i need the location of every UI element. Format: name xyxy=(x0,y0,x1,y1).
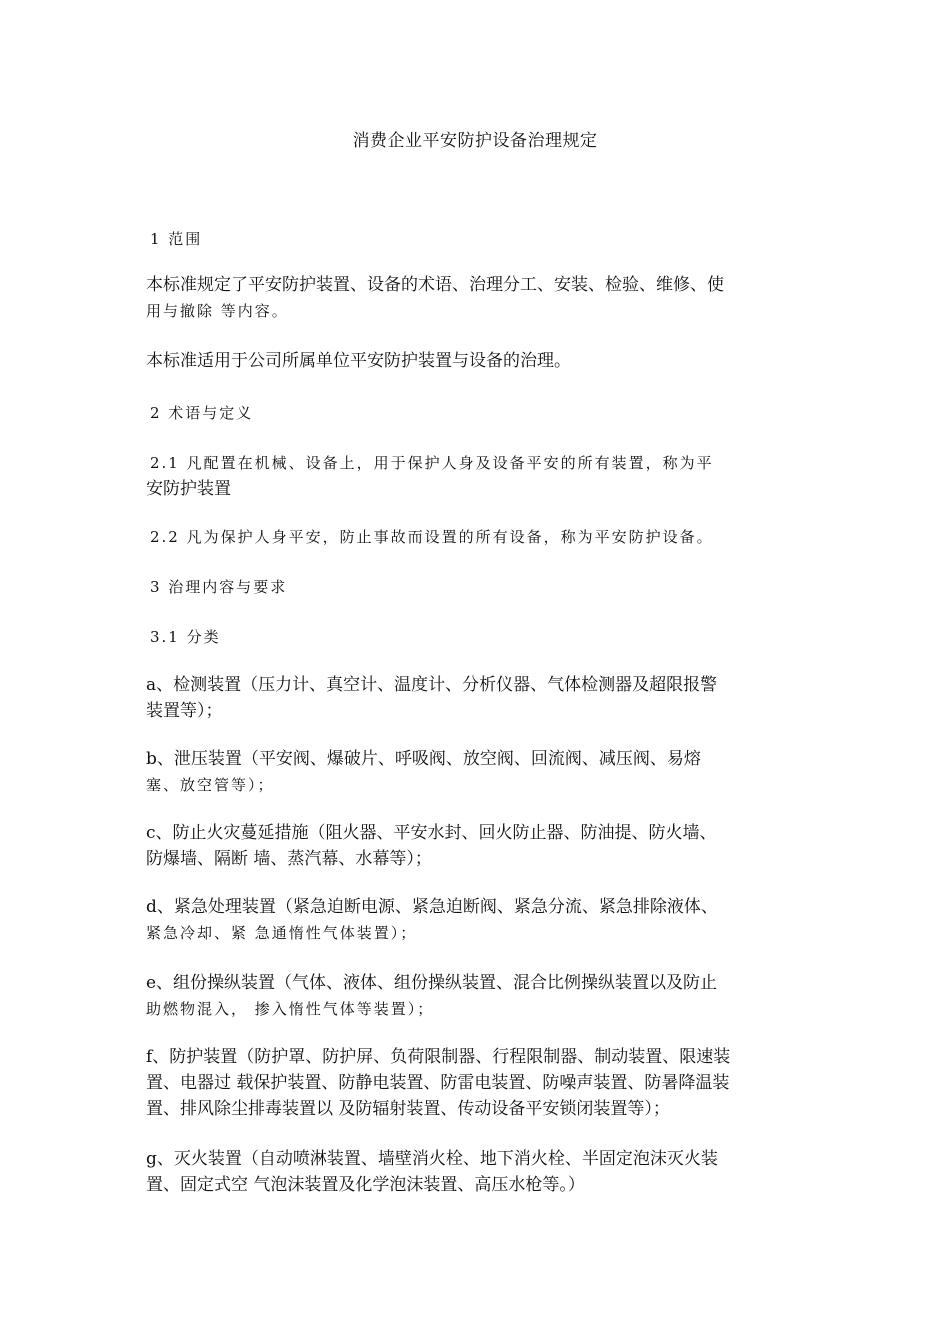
text-line: e、组份操纵装置（气体、液体、组份操纵装置、混合比例操纵装置以及防止 xyxy=(146,973,718,993)
section-1-paragraph-2: 本标准适用于公司所属单位平安防护装置与设备的治理。 xyxy=(146,351,571,371)
text-line: 本标准规定了平安防护装置、设备的术语、治理分工、安装、检验、维修、使 xyxy=(146,275,724,295)
text-line: 置、排风除尘排毒装置以 及防辐射装置、传动设备平安锁闭装置等）； xyxy=(146,1099,670,1119)
section-3-1-heading: 3.1 分类 xyxy=(150,628,221,646)
text-line: 紧急冷却、紧 急通惰性气体装置）； xyxy=(146,924,418,942)
text-line: 助燃物混入， 掺入惰性气体等装置）； xyxy=(146,1000,435,1018)
section-1-heading: 1 范围 xyxy=(150,230,203,248)
list-item-g xyxy=(146,1146,806,1198)
text-line: f、防护装置（防护罩、防护屏、负荷限制器、行程限制器、制动装置、限速装 xyxy=(146,1047,731,1067)
text-line: 2.1 凡配置在机械、设备上，用于保护人身及设备平安的所有装置，称为平 xyxy=(150,454,714,472)
text-line: 装置等）； xyxy=(146,701,223,721)
text-line: d、紧急处理装置（紧急迫断电源、紧急迫断阀、紧急分流、紧急排除液体、 xyxy=(146,897,718,917)
list-item-f xyxy=(146,1044,806,1122)
section-3-heading: 3 治理内容与要求 xyxy=(150,578,288,596)
list-item-b xyxy=(146,746,806,798)
text-line: 置、固定式空 气泡沫装置及化学泡沫装置、高压水枪等。） xyxy=(146,1175,585,1195)
text-line: b、泄压装置（平安阀、爆破片、呼吸阀、放空阀、回流阀、减压阀、易熔 xyxy=(146,749,701,769)
text-line: 防爆墙、隔断 墙、蒸汽幕、水幕等）； xyxy=(146,849,432,869)
list-item-c xyxy=(146,820,806,872)
section-2-1-paragraph xyxy=(146,450,806,502)
text-line: c、防止火灾蔓延措施（阻火器、平安水封、回火防止器、防油提、防火墙、 xyxy=(146,823,717,843)
section-1-paragraph-1 xyxy=(146,272,806,324)
text-line: 置、电器过 载保护装置、防静电装置、防雷电装置、防噪声装置、防暑降温装 xyxy=(146,1073,730,1093)
text-line: 塞、放空管等）； xyxy=(146,776,275,794)
text-line: 用与撤除 等内容。 xyxy=(146,302,289,320)
text-line: a、检测装置（压力计、真空计、温度计、分析仪器、气体检测器及超限报警 xyxy=(146,675,718,695)
text-line: 安防护装置 xyxy=(146,479,231,499)
list-item-e xyxy=(146,970,806,1022)
section-2-heading: 2 术语与定义 xyxy=(150,404,254,422)
section-2-2-paragraph: 2.2 凡为保护人身平安，防止事故而设置的所有设备，称为平安防护设备。 xyxy=(150,528,714,546)
list-item-d xyxy=(146,894,806,946)
list-item-a xyxy=(146,672,806,724)
document-title: 消费企业平安防护设备治理规定 xyxy=(352,131,598,151)
text-line: g、灭火装置（自动喷淋装置、墙壁消火栓、地下消火栓、半固定泡沫灭火装 xyxy=(146,1149,718,1169)
